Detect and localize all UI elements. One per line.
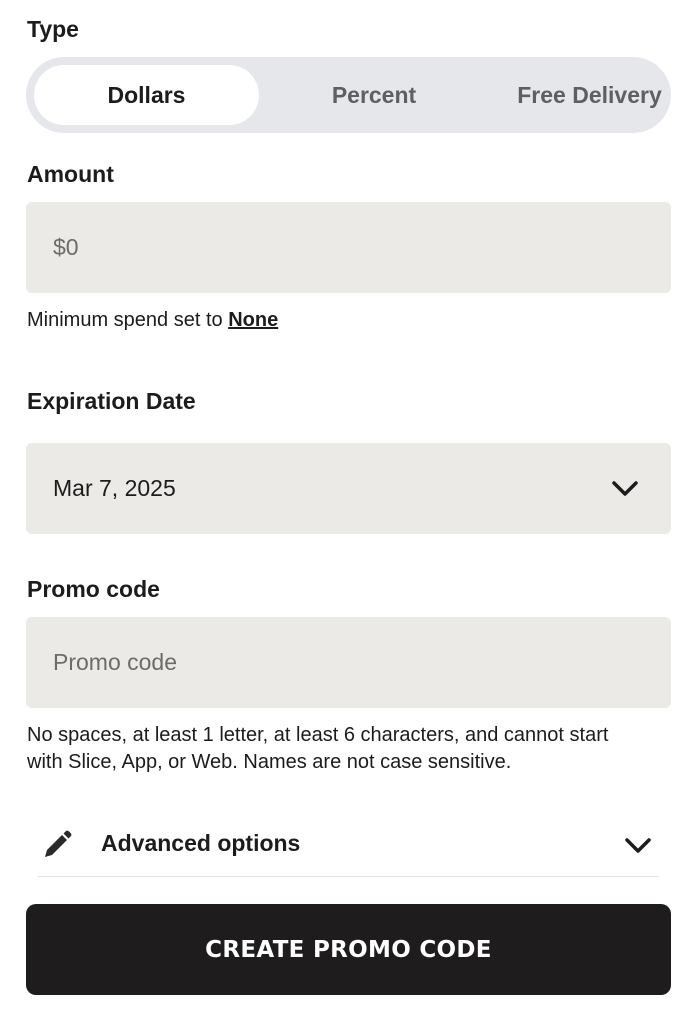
chevron-down-icon bbox=[624, 837, 652, 855]
minimum-spend-helper bbox=[27, 307, 278, 334]
segment-dollars[interactable]: Dollars bbox=[34, 65, 259, 125]
promo-code-placeholder: Promo code bbox=[53, 649, 178, 675]
chevron-down-icon bbox=[611, 480, 639, 498]
amount-placeholder: $0 bbox=[53, 234, 79, 260]
type-segmented-control bbox=[26, 57, 671, 133]
advanced-options-toggle[interactable] bbox=[38, 820, 659, 877]
advanced-options-label: Advanced options bbox=[101, 830, 301, 856]
promo-code-helper bbox=[27, 722, 608, 776]
segment-percent[interactable]: Percent bbox=[331, 81, 417, 108]
minimum-spend-link[interactable]: None bbox=[228, 309, 279, 331]
amount-label: Amount bbox=[27, 161, 114, 187]
promo-code-input[interactable] bbox=[26, 617, 671, 708]
expiration-date-value: Mar 7, 2025 bbox=[53, 475, 176, 501]
segment-free-delivery[interactable]: Free Delivery bbox=[517, 81, 662, 108]
promo-helper-line-2: with Slice, App, or Web. Names are not case sensitive. bbox=[27, 751, 512, 773]
create-promo-code-button[interactable]: CREATE PROMO CODE bbox=[26, 904, 671, 995]
pencil-icon bbox=[42, 830, 72, 860]
expiration-label: Expiration Date bbox=[27, 388, 196, 414]
amount-input[interactable] bbox=[26, 202, 671, 293]
type-label: Type bbox=[27, 16, 79, 42]
promo-helper-line-1: No spaces, at least 1 letter, at least 6 characters, and cannot start bbox=[27, 724, 609, 746]
expiration-date-select[interactable] bbox=[26, 443, 671, 534]
minimum-spend-text: Minimum spend set to bbox=[27, 309, 229, 331]
promo-code-label: Promo code bbox=[27, 576, 160, 602]
